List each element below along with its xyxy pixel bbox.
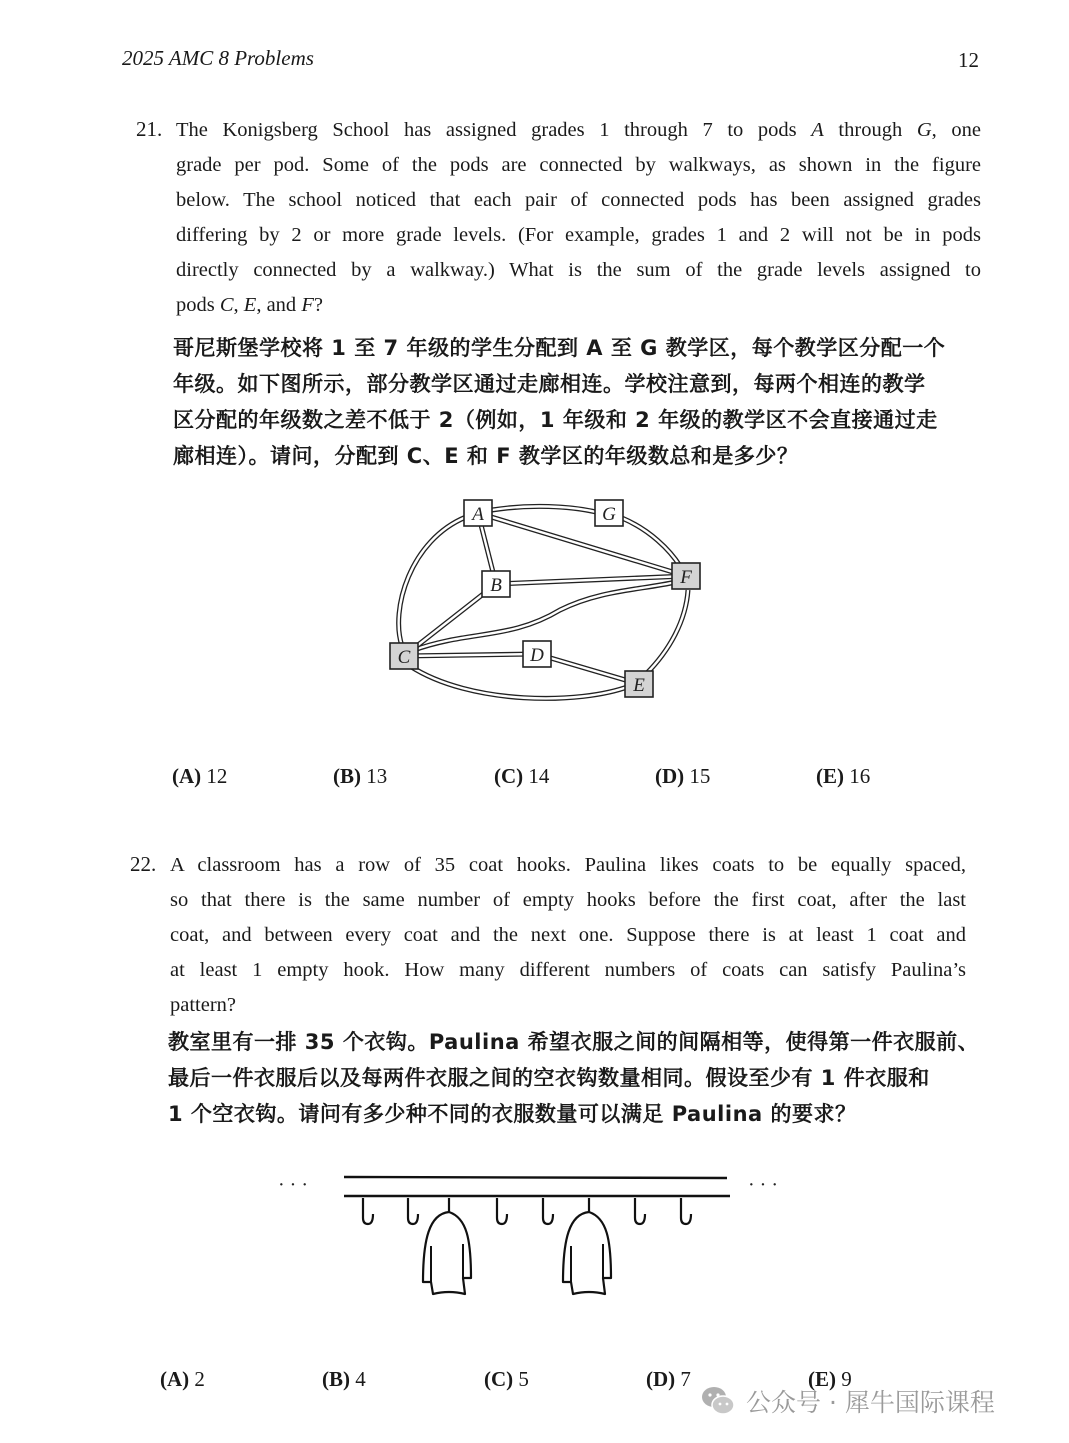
choice-value: 2 [189, 1367, 205, 1391]
text-line [176, 183, 981, 218]
text-segment: at least 1 empty hook. How many different numbers of coats can satisfy Paulina’s [170, 959, 966, 981]
pod-d [523, 641, 551, 667]
text-segment: through [823, 119, 917, 141]
pod-g [595, 500, 623, 526]
math-variable: A [811, 119, 824, 141]
pod-f [672, 563, 700, 589]
choice-letter: (E) [816, 764, 844, 788]
walkway-b-f [496, 576, 686, 584]
watermark [700, 1383, 995, 1419]
text-line [170, 848, 966, 883]
text-segment: The Konigsberg School has assigned grades 1 through 7 to pods [176, 119, 812, 141]
choice-letter: (D) [655, 764, 685, 788]
choice-value: 7 [675, 1367, 691, 1391]
choice-letter: (D) [646, 1367, 676, 1391]
pod-label: E [633, 675, 645, 696]
math-variable: G [916, 119, 932, 141]
text-segment: so that there is the same number of empty hooks before the first coat, after the last [170, 889, 966, 911]
answer-choice-c[interactable] [494, 764, 655, 789]
text-line [176, 218, 981, 253]
problem-22-text-en [170, 848, 966, 1023]
text-line [170, 988, 966, 1023]
choice-letter: (C) [484, 1367, 514, 1391]
walkway-d-e [537, 654, 639, 684]
text-line-zh: 区分配的年级数之差不低于 2（例如，1 年级和 2 年级的教学区不会直接通过走 [173, 408, 938, 432]
text-segment: A classroom has a row of 35 coat hooks. Paulina likes coats to be equally spaced, [170, 854, 966, 876]
hook-icon [681, 1198, 691, 1224]
pod-label: D [530, 645, 544, 666]
hook-icon [408, 1198, 418, 1224]
pod-a [464, 500, 492, 526]
pod-b [482, 571, 510, 597]
text-line-zh: 廊相连）。请问，分配到 C、E 和 F 教学区的年级数总和是多少？ [173, 444, 799, 468]
choice-value: 13 [361, 764, 388, 788]
problem-22-text-zh [168, 1024, 988, 1132]
text-segment: ? [313, 294, 323, 316]
text-line [170, 953, 966, 988]
answer-choice-c[interactable] [484, 1367, 646, 1392]
hook-icon [635, 1198, 645, 1224]
choice-value: 12 [201, 764, 228, 788]
answer-choice-a[interactable] [172, 764, 333, 789]
choice-letter: (E) [808, 1367, 836, 1391]
ellipsis-left: · · · [278, 1174, 308, 1196]
problem-21-number: 21. [136, 117, 163, 141]
choice-letter: (C) [494, 764, 524, 788]
coat-hooks-figure [260, 1160, 820, 1310]
wechat-icon [700, 1384, 736, 1418]
choice-letter: (A) [160, 1367, 190, 1391]
walkway-c-d [404, 654, 537, 656]
text-line [170, 918, 966, 953]
math-variable: F [301, 294, 314, 316]
text-line-zh: 年级。如下图所示，部分教学区通过走廊相连。学校注意到，每两个相连的教学 [173, 372, 926, 396]
math-variable: E [243, 294, 257, 316]
walkway-a-f [478, 513, 686, 576]
choice-letter: (B) [322, 1367, 350, 1391]
hook-icon [363, 1198, 373, 1224]
text-segment: pattern? [170, 994, 237, 1016]
hook-icon [543, 1198, 553, 1224]
choice-value: 14 [523, 764, 550, 788]
text-segment: below. The school noticed that each pair of connected pods has been assigned grades [176, 189, 981, 211]
text-line-zh: 教室里有一排 35 个衣钩。Paulina 希望衣服之间的间隔相等，使得第一件衣服前、 [168, 1030, 980, 1054]
text-segment: coat, and between every coat and the next one. Suppose there is at least 1 coat and [170, 924, 966, 946]
watermark-text: 公众号 · 犀牛国际课程 [746, 1388, 995, 1417]
text-line [170, 883, 966, 918]
text-line [176, 113, 981, 148]
text-segment: grade per pod. Some of the pods are connected by walkways, as shown in the figure [176, 154, 981, 176]
page-number: 12 [958, 48, 979, 72]
problem-21-choices [172, 764, 977, 789]
choice-letter: (B) [333, 764, 361, 788]
problem-21-text-zh [173, 330, 983, 474]
text-segment: directly connected by a walkway.) What is the sum of the grade levels assigned to [176, 259, 981, 281]
choice-value: 4 [350, 1367, 366, 1391]
pod-label: A [472, 504, 484, 525]
walkway-a-g [492, 506, 596, 512]
answer-choice-d[interactable] [655, 764, 816, 789]
text-line-zh: 1 个空衣钩。请问有多少种不同的衣服数量可以满足 Paulina 的要求？ [168, 1102, 857, 1126]
answer-choice-b[interactable] [322, 1367, 484, 1392]
answer-choice-e[interactable] [816, 764, 977, 789]
pod-label: B [490, 575, 502, 596]
text-line [176, 288, 981, 323]
pod-c [390, 643, 418, 669]
text-segment: , [233, 294, 244, 316]
walkway-e-f [646, 590, 688, 674]
text-line-zh: 最后一件衣服后以及每两件衣服之间的空衣钩数量相同。假设至少有 1 件衣服和 [168, 1066, 930, 1090]
running-header-title: 2025 AMC 8 Problems [122, 46, 314, 70]
text-segment: pods [176, 294, 220, 316]
choice-value: 9 [836, 1367, 852, 1391]
answer-choice-b[interactable] [333, 764, 494, 789]
pod-label: C [397, 647, 411, 668]
math-variable: C [219, 294, 234, 316]
hook-icon [497, 1198, 507, 1224]
text-segment: , one [931, 119, 981, 141]
walkway-graph-figure [380, 490, 720, 710]
ellipsis-right: · · · [748, 1174, 778, 1196]
problem-21-text-en [176, 113, 981, 323]
walkway-a-c [399, 517, 466, 646]
pod-label: G [602, 504, 616, 525]
text-line [176, 148, 981, 183]
text-line-zh: 哥尼斯堡学校将 1 至 7 年级的学生分配到 A 至 G 教学区，每个教学区分配一个 [173, 336, 946, 360]
choice-value: 15 [684, 764, 711, 788]
choice-letter: (A) [172, 764, 202, 788]
text-segment: differing by 2 or more grade levels. (For example, grades 1 and 2 will not be in pods [176, 224, 981, 246]
pod-e [625, 671, 653, 697]
rack-top-line [344, 1177, 727, 1178]
pod-label: F [680, 567, 692, 588]
choice-value: 16 [844, 764, 871, 788]
answer-choice-a[interactable] [160, 1367, 322, 1392]
problem-22-number: 22. [130, 852, 157, 876]
choice-value: 5 [513, 1367, 529, 1391]
text-segment: , and [256, 294, 302, 316]
text-line [176, 253, 981, 288]
